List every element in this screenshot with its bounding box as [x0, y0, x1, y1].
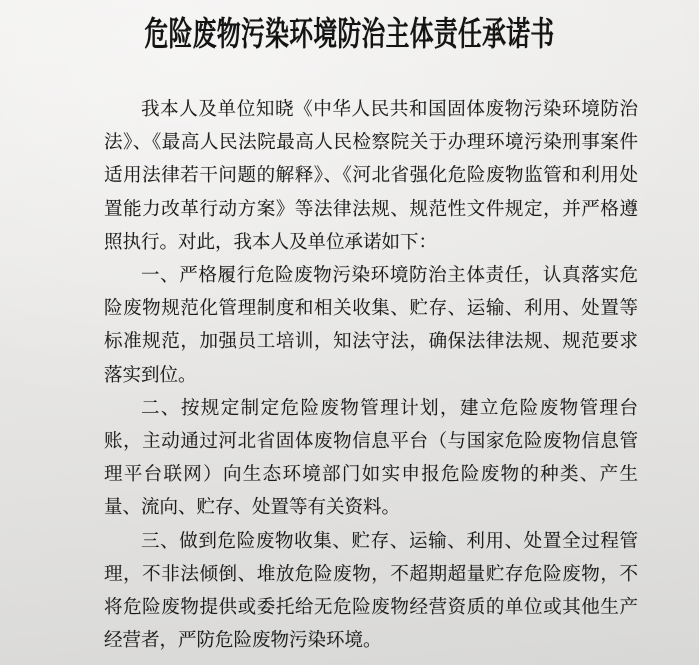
paragraph-clause-1: 一、严格履行危险废物污染环境防治主体责任，认真落实危险废物规范化管理制度和相关收集、贮存、运输、利用、处置等标准规范，加强员工培训，知法守法，确保法律法规、规范要求落实到位。 [104, 266, 638, 386]
paragraph-intro: 我本人及单位知晓《中华人民共和国固体废物污染环境防治法》、《最高人民法院最高人民检察院关于办理环境污染刑事案件适用法律若干问题的解释》、《河北省强化危险废物监管和利用处置能力改革行动方案》等法律法规、规范性文件规定，并严格遵照执行。对此，我本人及单位承诺如下： [104, 100, 638, 253]
document-title: 危险废物污染环境防治主体责任承诺书 [144, 17, 555, 53]
document-body [104, 94, 638, 658]
paragraph-clause-2: 二、按规定制定危险废物管理计划，建立危险废物管理台账，主动通过河北省固体废物信息平台（与国家危险废物信息管理平台联网）向生态环境部门如实申报危险废物的种类、产生量、流向、贮存、处置等有关资料。 [104, 398, 638, 519]
paragraph-clause-3: 三、做到危险废物收集、贮存、运输、利用、处置全过程管理，不非法倾倒、堆放危险废物，不超期超量贮存危险废物，不将危险废物提供或委托给无危险废物经营资质的单位或其他生产经营者，严防危险废物污染环境。 [104, 531, 638, 652]
